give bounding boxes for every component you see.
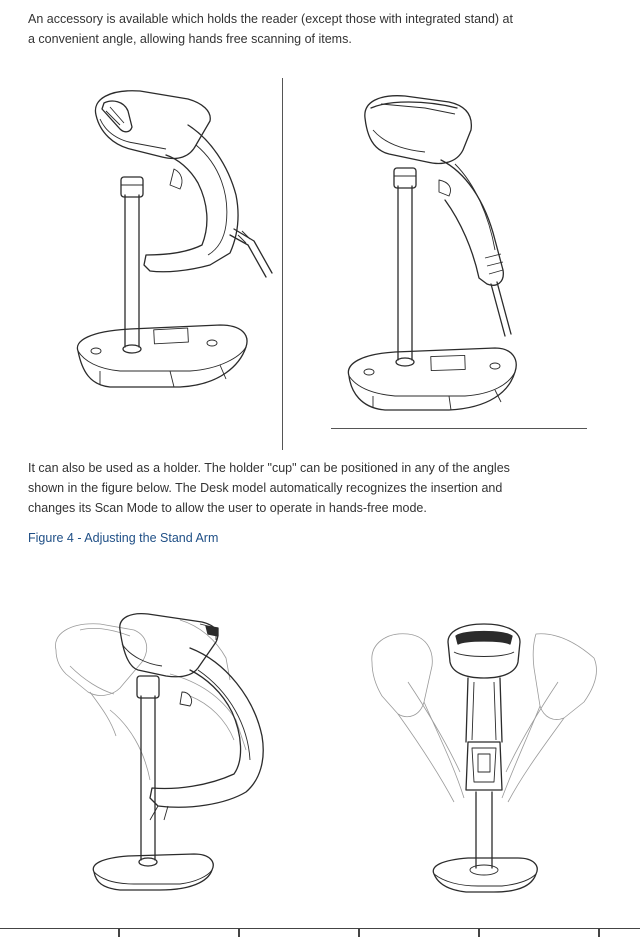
ghost-scanner-positions-front [372, 634, 597, 802]
holder-line-2: shown in the figure below. The Desk model automatically recognizes the insertion and [28, 481, 503, 495]
holder-line-3: changes its Scan Mode to allow the user to operate in hands-free mode. [28, 501, 427, 515]
figure-divider-vertical [282, 78, 283, 450]
stand-arm-angles-side-illustration [50, 600, 280, 895]
holder-line-1: It can also be used as a holder. The holder "cup" can be positioned in any of the angles [28, 461, 510, 475]
scanner-on-stand-side-illustration [70, 85, 280, 395]
figure-caption: Figure 4 - Adjusting the Stand Arm [28, 531, 219, 545]
intro-line-1: An accessory is available which holds the reader (except those with integrated stand) at [28, 12, 513, 26]
figure-divider-horizontal [331, 428, 587, 429]
scanner-on-stand-angled-illustration [345, 90, 525, 410]
ghost-scanner-positions [55, 620, 246, 780]
stand-arm-angles-front-illustration [368, 622, 603, 897]
intro-line-2: a convenient angle, allowing hands free scanning of items. [28, 32, 352, 46]
holder-paragraph [28, 458, 618, 518]
intro-paragraph [28, 9, 618, 49]
